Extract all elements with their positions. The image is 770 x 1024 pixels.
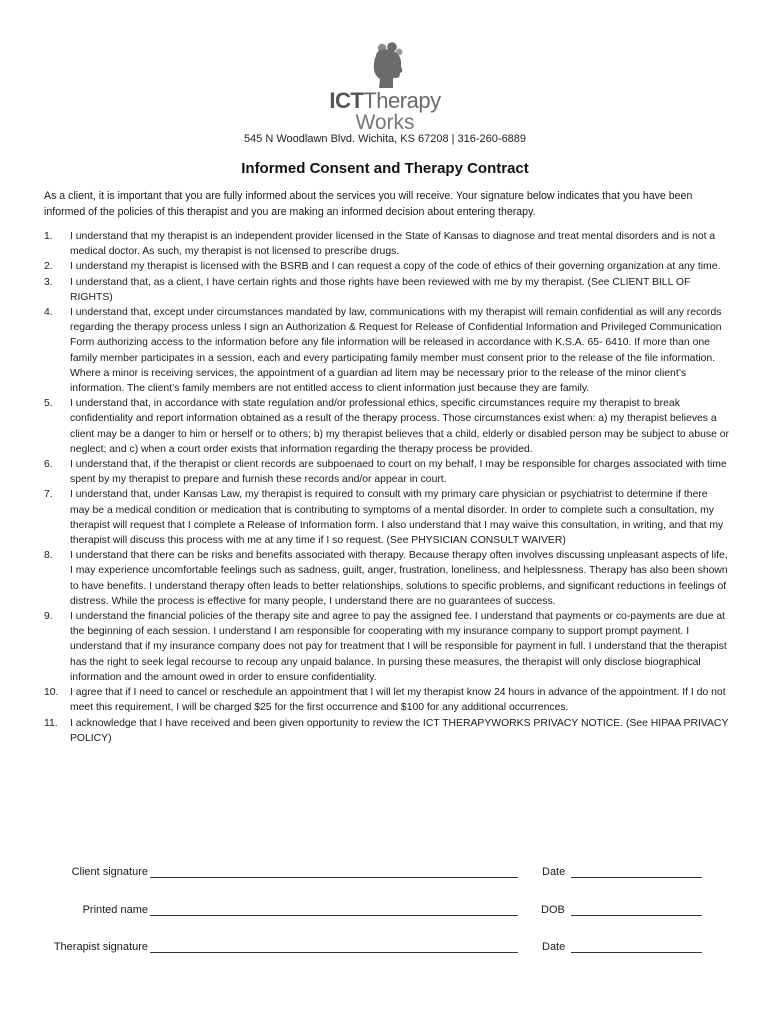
item-number: 11. — [44, 717, 58, 729]
client-date-field[interactable] — [571, 877, 702, 878]
printed-name-field[interactable] — [150, 915, 518, 916]
item-number: 4. — [44, 307, 53, 319]
list-item — [44, 305, 729, 396]
logo-text-works: Works — [355, 111, 415, 134]
logo-wordmark — [326, 90, 444, 133]
item-text: I understand my therapist is licensed with the BSRB and I can request a copy of the code of ethics of their governing organization at any time. — [70, 261, 721, 273]
item-text: I acknowledge that I have received and been given opportunity to review the ICT THERAPYWORKS PRIVACY NOTICE. (See HIPAA PRIVACY POLICY) — [70, 717, 729, 744]
logo-text-therapy: Therapy — [363, 88, 441, 113]
list-item — [44, 685, 729, 715]
item-text: I understand that, in accordance with state regulation and/or professional ethics, specific circumstances require my therapist to break confidentiality and report information obtained as a result of the therapy process. Those circumstances exist when: a) my therapist believes a client may be a danger to him or herself or to others; b) my therapist believes that a child, elderly or disabled person may be subject to abuse or neglect; and c) when a court order exists that information regarding the therapy process be provided. — [70, 398, 729, 455]
list-item — [44, 716, 729, 746]
client-signature-label: Client signature — [71, 866, 148, 878]
item-text: I understand that, as a client, I have certain rights and those rights have been reviewed with me by my therapist. (See CLIENT BILL OF RIGHTS) — [70, 276, 691, 303]
list-item — [44, 275, 729, 305]
list-item — [44, 457, 729, 487]
intro-paragraph: As a client, it is important that you are fully informed about the services you will receive. Your signature below indicates that you have been informed of the policies of this therapist and you are making an informed decision about entering therapy. — [44, 190, 693, 218]
item-text: I understand the financial policies of the therapy site and agree to pay the assigned fee. I understand that payments or co-payments are due at the beginning of each session. I understand I am responsible for cooperating with my insurance company to support prompt payment. I understand that if my insurance company does not pay for treatment that I will be responsible for payment in full. I understand that the therapist has the right to seek legal recourse to recoup any unpaid balance. In pursing these measures, the therapist will only disclose biographical information and the amount owed in order to ensure confidentiality. — [70, 611, 727, 683]
item-text: I understand that there can be risks and benefits associated with therapy. Because therapy often involves discussing unpleasant aspects of life, I may experience uncomfortable feelings such as sadness, guilt, anger, frustration, loneliness, and helplessness. Therapy has also been shown to have benefits. I understand therapy often leads to better relationships, solutions to specific problems, and significant reductions in feelings of distress. While the process is effective for many people, I understand there are no guarantees of success. — [70, 550, 728, 607]
item-number: 7. — [44, 489, 53, 501]
address-line: 545 N Woodlawn Blvd. Wichita, KS 67208 | 316-260-6889 — [243, 133, 527, 145]
list-item — [44, 609, 729, 685]
item-number: 5. — [44, 398, 53, 410]
item-number: 10. — [44, 687, 59, 699]
consent-list — [44, 229, 729, 746]
company-logo — [326, 42, 444, 134]
item-number: 8. — [44, 550, 53, 562]
item-text: I understand that, if the therapist or client records are subpoenaed to court on my behalf, I may be responsible for charges associated with time spent by my therapist to prepare and furnish these records and/or appear in court. — [70, 459, 727, 486]
dob-label: DOB — [541, 904, 565, 916]
document-title: Informed Consent and Therapy Contract — [241, 160, 529, 177]
client-signature-row — [0, 866, 770, 882]
list-item — [44, 487, 729, 548]
list-item — [44, 259, 729, 274]
item-number: 3. — [44, 276, 53, 288]
printed-name-row — [0, 904, 770, 920]
client-signature-field[interactable] — [150, 877, 518, 878]
item-number: 9. — [44, 611, 53, 623]
item-number: 6. — [44, 459, 53, 471]
item-text: I understand that, under Kansas Law, my therapist is required to consult with my primary care physician or psychiatrist to determine if there may be a medical condition or medication that is contributing to symptoms of a mental disorder. In order to complete such a consultation, my therapist will request that I complete a Release of Information form. I also understand that I may waive this consultation, in writing, and that my therapist will discuss this process with me at any time if I so request. (See PHYSICIAN CONSULT WAIVER) — [70, 489, 724, 547]
therapist-signature-row — [0, 941, 770, 957]
head-gears-logo-icon — [366, 42, 408, 90]
dob-field[interactable] — [571, 915, 702, 916]
item-text: I agree that if I need to cancel or reschedule an appointment that I will let my therapist know 24 hours in advance of the appointment. If I do not meet this requirement, I will be charged $25 for the first occurrence and $100 for any additional occurrences. — [70, 687, 726, 714]
list-item — [44, 396, 729, 457]
printed-name-label: Printed name — [82, 904, 148, 916]
therapist-signature-field[interactable] — [150, 952, 518, 953]
therapist-signature-label: Therapist signature — [53, 941, 148, 953]
list-item — [44, 229, 729, 259]
therapist-date-label: Date — [542, 941, 566, 953]
list-item — [44, 548, 729, 609]
logo-text-ict: ICT — [329, 88, 364, 113]
item-text: I understand that my therapist is an independent provider licensed in the State of Kansas to diagnose and treat mental disorders and is not a medical doctor. As such, my therapist is not licensed to prescribe drugs. — [70, 231, 716, 258]
item-text: I understand that, except under circumstances mandated by law, communications with my therapist will remain confidential as will any records regarding the therapy process unless I sign an Authorization & Request for Release of Confidential Information and Privileged Communication Form authorizing access to the information before any file information will be released in accordance with K.S.A. 65- 6410. If more than one family member participates in a session, each and every participating family member must consent prior to the release of the file information. Where a minor is receiving services, the appointment of a guardian ad litem may be necessary prior to the release of the minor client’s information. The client’s family members are not entitled access to client information just because they are family. — [70, 307, 722, 395]
therapist-date-field[interactable] — [571, 952, 702, 953]
item-number: 1. — [44, 231, 53, 242]
client-date-label: Date — [542, 866, 566, 878]
item-number: 2. — [44, 261, 53, 273]
